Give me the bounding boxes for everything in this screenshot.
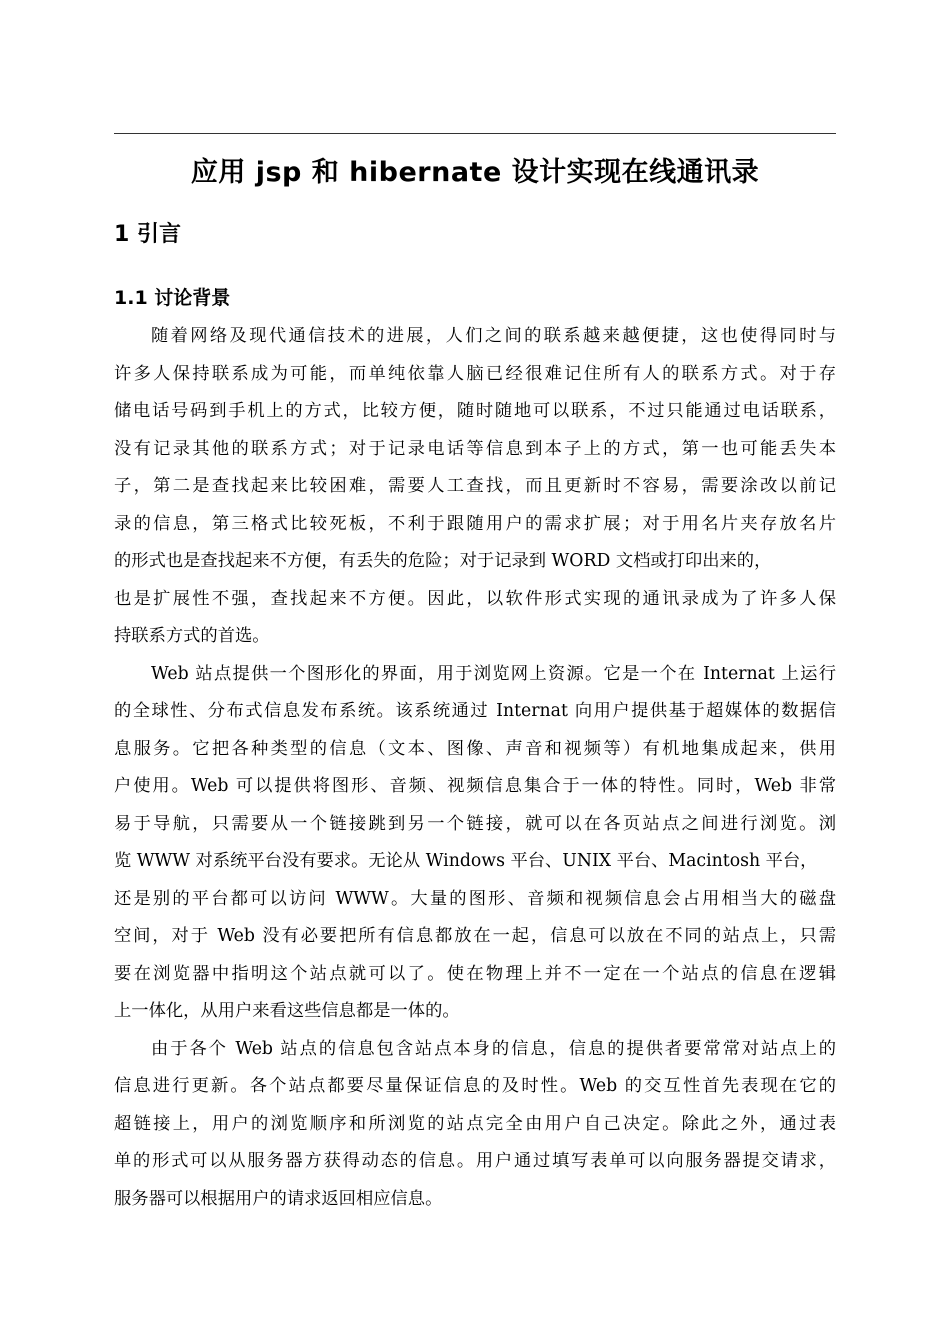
text-line: 的形式也是查找起来不方便，有丢失的危险；对于记录到 WORD 文档或打印出来的，	[114, 551, 772, 571]
text-line: 户使用。Web 可以提供将图形、音频、视频信息集合于一体的特性。同时，Web 非常	[114, 776, 836, 796]
header-rule	[114, 133, 836, 134]
text-line: 储电话号码到手机上的方式，比较方便，随时随地可以联系，不过只能通过电话联系，	[114, 401, 836, 421]
text-line: Web 站点提供一个图形化的界面，用于浏览网上资源。它是一个在 Internat 上运行	[151, 663, 836, 684]
paragraph-1	[114, 318, 836, 656]
text-line: 持联系方式的首选。	[114, 626, 270, 646]
text-line: 超链接上，用户的浏览顺序和所浏览的站点完全由用户自己决定。除此之外，通过表	[114, 1113, 836, 1134]
text-line: 子，第二是查找起来比较困难，需要人工查找，而且更新时不容易，需要涂改以前记	[114, 476, 836, 496]
subsection-heading: 1.1 讨论背景	[114, 287, 231, 309]
text-line: 信息进行更新。各个站点都要尽量保证信息的及时性。Web 的交互性首先表现在它的	[114, 1076, 836, 1096]
text-line: 许多人保持联系成为可能，而单纯依靠人脑已经很难记住所有人的联系方式。对于存	[114, 363, 836, 384]
text-line: 上一体化，从用户来看这些信息都是一体的。	[114, 1001, 460, 1021]
text-line: 还是别的平台都可以访问 WWW。大量的图形、音频和视频信息会占用相当大的磁盘	[114, 888, 836, 909]
paragraph-3	[114, 1031, 836, 1219]
text-line: 录的信息，第三格式比较死板，不利于跟随用户的需求扩展；对于用名片夹存放名片	[114, 513, 836, 534]
section-heading: 1 引言	[114, 222, 181, 247]
text-line: 单的形式可以从服务器方获得动态的信息。用户通过填写表单可以向服务器提交请求，	[114, 1151, 836, 1171]
text-line: 由于各个 Web 站点的信息包含站点本身的信息，信息的提供者要常常对站点上的	[151, 1038, 836, 1059]
paragraph-2	[114, 656, 836, 1031]
text-line: 要在浏览器中指明这个站点就可以了。使在物理上并不一定在一个站点的信息在逻辑	[114, 963, 836, 984]
text-line: 易于导航，只需要从一个链接跳到另一个链接，就可以在各页站点之间进行浏览。浏	[114, 813, 836, 834]
text-line: 也是扩展性不强，查找起来不方便。因此，以软件形式实现的通讯录成为了许多人保	[114, 588, 836, 609]
text-line: 服务器可以根据用户的请求返回相应信息。	[114, 1188, 443, 1209]
text-line: 空间，对于 Web 没有必要把所有信息都放在一起，信息可以放在不同的站点上，只需	[114, 926, 836, 946]
text-line: 没有记录其他的联系方式；对于记录电话等信息到本子上的方式，第一也可能丢失本	[114, 438, 836, 459]
text-line: 随着网络及现代通信技术的进展，人们之间的联系越来越便捷，这也使得同时与	[151, 326, 836, 346]
text-line: 息服务。它把各种类型的信息（文本、图像、声音和视频等）有机地集成起来，供用	[114, 738, 836, 759]
text-line: 览 WWW 对系统平台没有要求。无论从 Windows 平台、UNIX 平台、Macintosh 平台，	[114, 851, 818, 871]
document-title: 应用 jsp 和 hibernate 设计实现在线通讯录	[190, 157, 760, 188]
text-line: 的全球性、分布式信息发布系统。该系统通过 Internat 向用户提供基于超媒体的数据信	[114, 701, 836, 721]
body-text	[114, 318, 836, 1218]
